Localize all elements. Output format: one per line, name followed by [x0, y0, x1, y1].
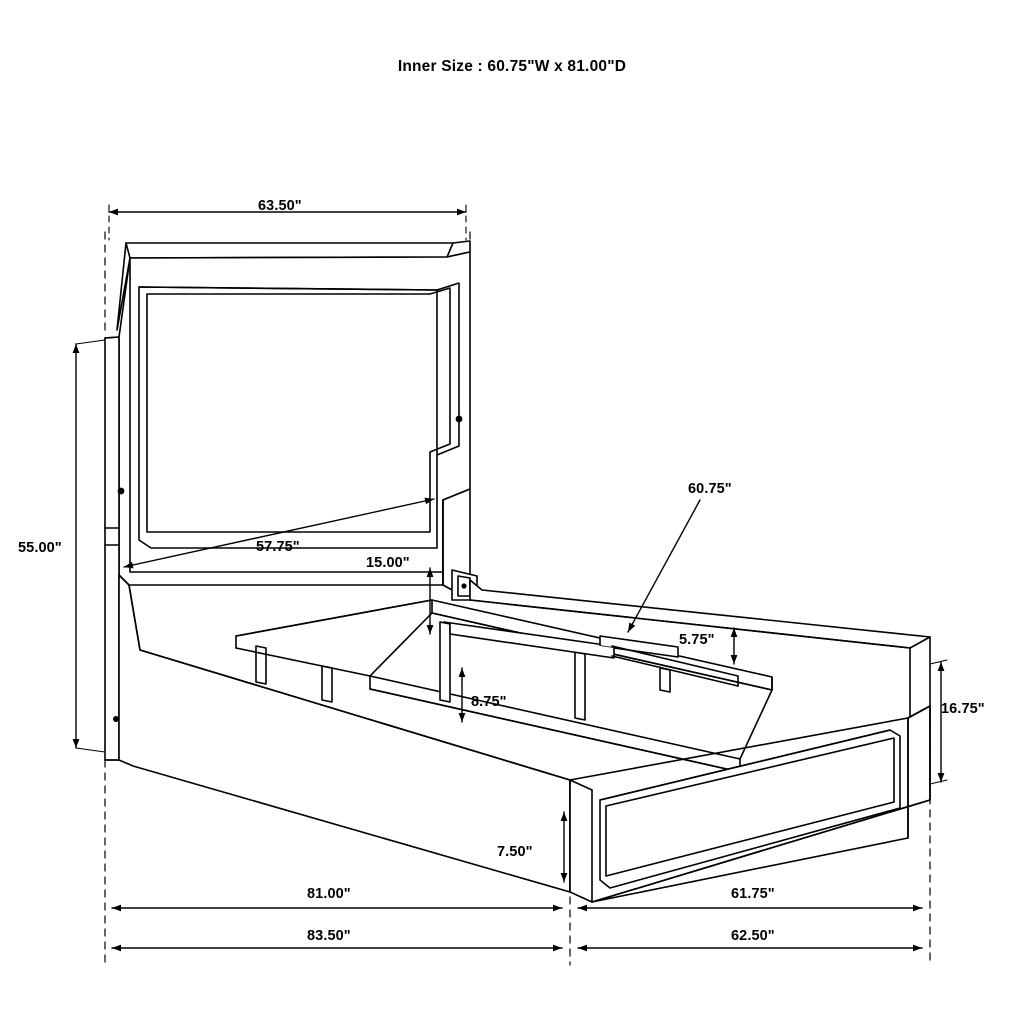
- dimension-label-side-rail-length: 81.00": [307, 886, 351, 902]
- dimension-label-headboard-width: 63.50": [258, 198, 302, 214]
- dimension-label-rail-height-from-floor: 15.00": [366, 555, 410, 571]
- dimension-label-center-support-height: 5.75": [679, 632, 715, 648]
- dimension-label-footboard-clearance: 7.50": [497, 844, 533, 860]
- dimension-label-slat-to-rail-height: 8.75": [471, 694, 507, 710]
- dimension-label-overall-footboard-width: 62.50": [731, 928, 775, 944]
- page-title: Inner Size : 60.75"W x 81.00"D: [397, 58, 627, 75]
- dimension-label-footboard-inner-width: 61.75": [731, 886, 775, 902]
- dimension-label-slat-span-width: 60.75": [688, 481, 732, 497]
- dimension-label-footboard-height: 16.75": [941, 701, 985, 717]
- dimension-label-headboard-inner-width: 57.75": [256, 539, 300, 555]
- dimension-label-overall-height: 55.00": [18, 540, 62, 556]
- dimension-label-overall-length: 83.50": [307, 928, 351, 944]
